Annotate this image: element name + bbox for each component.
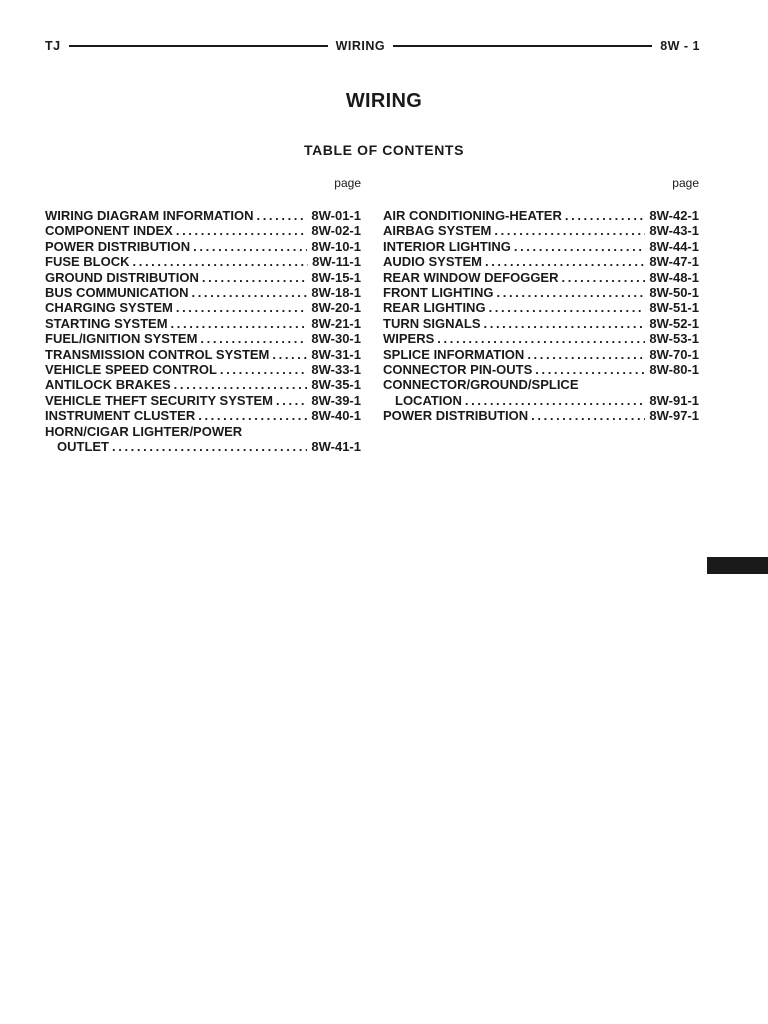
toc-entry[interactable] (45, 424, 361, 455)
toc-entry-page: 8W-21-1 (311, 315, 361, 331)
toc-entry-page: 8W-15-1 (311, 269, 361, 285)
toc-entry[interactable] (383, 331, 699, 346)
toc-entry-title: BUS COMMUNICATION (45, 285, 189, 301)
dot-leader (199, 270, 308, 285)
toc-entry[interactable] (45, 300, 361, 315)
toc-entry-page: 8W-31-1 (311, 346, 361, 362)
toc-entry-page: 8W-44-1 (649, 238, 699, 254)
dot-leader (217, 362, 307, 377)
toc-entry-title: CHARGING SYSTEM (45, 300, 173, 316)
running-header (45, 37, 700, 55)
toc-entry-title: TURN SIGNALS (383, 315, 481, 331)
toc-entry[interactable] (383, 208, 699, 223)
toc-entry-title: WIRING DIAGRAM INFORMATION (45, 208, 254, 223)
toc-entry[interactable] (45, 208, 361, 223)
toc-entry[interactable] (383, 285, 699, 300)
toc-entry[interactable] (383, 347, 699, 362)
toc-entry-page: 8W-70-1 (649, 346, 699, 362)
dot-leader (173, 223, 308, 238)
toc-entry-page: 8W-18-1 (311, 285, 361, 301)
toc-entry-page: 8W-39-1 (311, 392, 361, 408)
toc-entry-title: AUDIO SYSTEM (383, 254, 482, 270)
dot-leader (462, 393, 645, 408)
toc-column-left (45, 176, 361, 455)
toc-entry-title: WIPERS (383, 331, 435, 347)
toc-entry-title: LOCATION (395, 392, 462, 408)
dot-leader (168, 316, 308, 331)
toc-entry-title: POWER DISTRIBUTION (383, 408, 529, 424)
toc-entry-title: SPLICE INFORMATION (383, 346, 525, 362)
toc-entry[interactable] (383, 300, 699, 315)
dot-leader (486, 300, 646, 315)
toc-entry[interactable] (45, 316, 361, 331)
toc-entry-page: 8W-35-1 (311, 377, 361, 393)
dot-leader (482, 254, 645, 269)
toc-entry-title: REAR WINDOW DEFOGGER (383, 269, 559, 285)
toc-entry[interactable] (383, 362, 699, 377)
toc-entries-right (383, 208, 699, 424)
section-thumb-tab (707, 557, 768, 574)
dot-leader (109, 439, 307, 454)
toc-entry[interactable] (45, 223, 361, 238)
toc-entry-title: AIRBAG SYSTEM (383, 223, 492, 239)
toc-entry-title: FUSE BLOCK (45, 254, 130, 270)
header-rule-right (393, 45, 652, 47)
toc-entry[interactable] (45, 408, 361, 423)
toc-entry[interactable] (45, 347, 361, 362)
toc-entry-page: 8W-48-1 (649, 269, 699, 285)
toc-entry-title: CONNECTOR PIN-OUTS (383, 362, 533, 378)
toc-entry-page: 8W-51-1 (649, 300, 699, 316)
toc-entry-title: INTERIOR LIGHTING (383, 238, 511, 254)
toc-entry-title: FUEL/IGNITION SYSTEM (45, 331, 198, 347)
toc-entry[interactable] (45, 239, 361, 254)
toc-entry-page: 8W-30-1 (311, 331, 361, 347)
toc-entry-title: AIR CONDITIONING-HEATER (383, 208, 562, 223)
toc-entry-page: 8W-53-1 (649, 331, 699, 347)
toc-entry-title: REAR LIGHTING (383, 300, 486, 316)
dot-leader (171, 377, 308, 392)
toc-entry[interactable] (45, 377, 361, 392)
toc-entry-title: VEHICLE THEFT SECURITY SYSTEM (45, 392, 274, 408)
toc-entry-title: VEHICLE SPEED CONTROL (45, 362, 217, 378)
toc-entry-title: INSTRUMENT CLUSTER (45, 408, 196, 424)
toc-entry[interactable] (383, 223, 699, 238)
toc-entry-title: TRANSMISSION CONTROL SYSTEM (45, 346, 270, 362)
toc-entry-title: ANTILOCK BRAKES (45, 377, 171, 393)
toc-entries-left (45, 208, 361, 455)
toc-entry[interactable] (383, 316, 699, 331)
toc-entry-title: COMPONENT INDEX (45, 223, 173, 239)
dot-leader (253, 208, 307, 223)
toc-entry-page: 8W-02-1 (311, 223, 361, 239)
toc-entry[interactable] (383, 408, 699, 423)
dot-leader (188, 285, 307, 300)
page-title: WIRING (345, 90, 423, 112)
dot-leader (532, 362, 645, 377)
toc-entry-page: 8W-50-1 (649, 285, 699, 301)
toc-entry-page: 8W-33-1 (311, 362, 361, 378)
header-page-number: 8W - 1 (660, 39, 700, 53)
dot-leader (491, 223, 645, 238)
dot-leader (190, 239, 307, 254)
toc-entry-page: 8W-52-1 (649, 315, 699, 331)
page-column-label-right: page (672, 176, 699, 190)
dot-leader (562, 208, 646, 223)
dot-leader (528, 408, 645, 423)
toc-entry[interactable] (45, 393, 361, 408)
dot-leader (273, 393, 307, 408)
toc-entry[interactable] (383, 377, 699, 408)
toc-entry-page: 8W-41-1 (311, 439, 361, 455)
toc-entry-page: 8W-97-1 (649, 408, 699, 424)
toc-entry-page: 8W-11-1 (312, 254, 361, 270)
toc-entry-title: CONNECTOR/GROUND/SPLICE (383, 377, 579, 393)
toc-entry-page: 8W-40-1 (311, 408, 361, 424)
header-model-code: TJ (45, 39, 61, 53)
toc-entry[interactable] (383, 239, 699, 254)
toc-column-right (383, 176, 699, 424)
toc-entry-title: FRONT LIGHTING (383, 285, 494, 301)
toc-entry-title: OUTLET (57, 439, 109, 455)
dot-leader (524, 347, 645, 362)
toc-entry-page: 8W-42-1 (649, 208, 699, 223)
toc-entry[interactable] (45, 331, 361, 346)
toc-entry[interactable] (45, 254, 361, 269)
toc-entry-title: STARTING SYSTEM (45, 315, 168, 331)
dot-leader (195, 408, 307, 423)
toc-entry[interactable] (45, 270, 361, 285)
toc-entry-page: 8W-43-1 (649, 223, 699, 239)
toc-entry-page: 8W-47-1 (649, 254, 699, 270)
dot-leader (130, 254, 309, 269)
dot-leader (494, 285, 646, 300)
toc-entry-page: 8W-01-1 (311, 208, 361, 223)
header-section-name: WIRING (335, 39, 386, 53)
dot-leader (559, 270, 646, 285)
dot-leader (269, 347, 307, 362)
toc-entry[interactable] (383, 254, 699, 269)
dot-leader (173, 300, 308, 315)
dot-leader (197, 331, 307, 346)
toc-entry-title: GROUND DISTRIBUTION (45, 269, 199, 285)
toc-entry-page: 8W-10-1 (311, 238, 361, 254)
header-rule-left (69, 45, 328, 47)
dot-leader (434, 331, 645, 346)
toc-entry[interactable] (45, 362, 361, 377)
toc-entry-page: 8W-91-1 (649, 392, 699, 408)
toc-entry-page: 8W-80-1 (649, 362, 699, 378)
dot-leader (481, 316, 646, 331)
toc-heading: TABLE OF CONTENTS (303, 142, 465, 158)
page-column-label-left: page (334, 176, 361, 190)
dot-leader (511, 239, 646, 254)
toc-entry[interactable] (383, 270, 699, 285)
toc-entry-title: POWER DISTRIBUTION (45, 238, 191, 254)
toc-entry[interactable] (45, 285, 361, 300)
toc-entry-page: 8W-20-1 (311, 300, 361, 316)
toc-entry-title: HORN/CIGAR LIGHTER/POWER (45, 423, 243, 439)
